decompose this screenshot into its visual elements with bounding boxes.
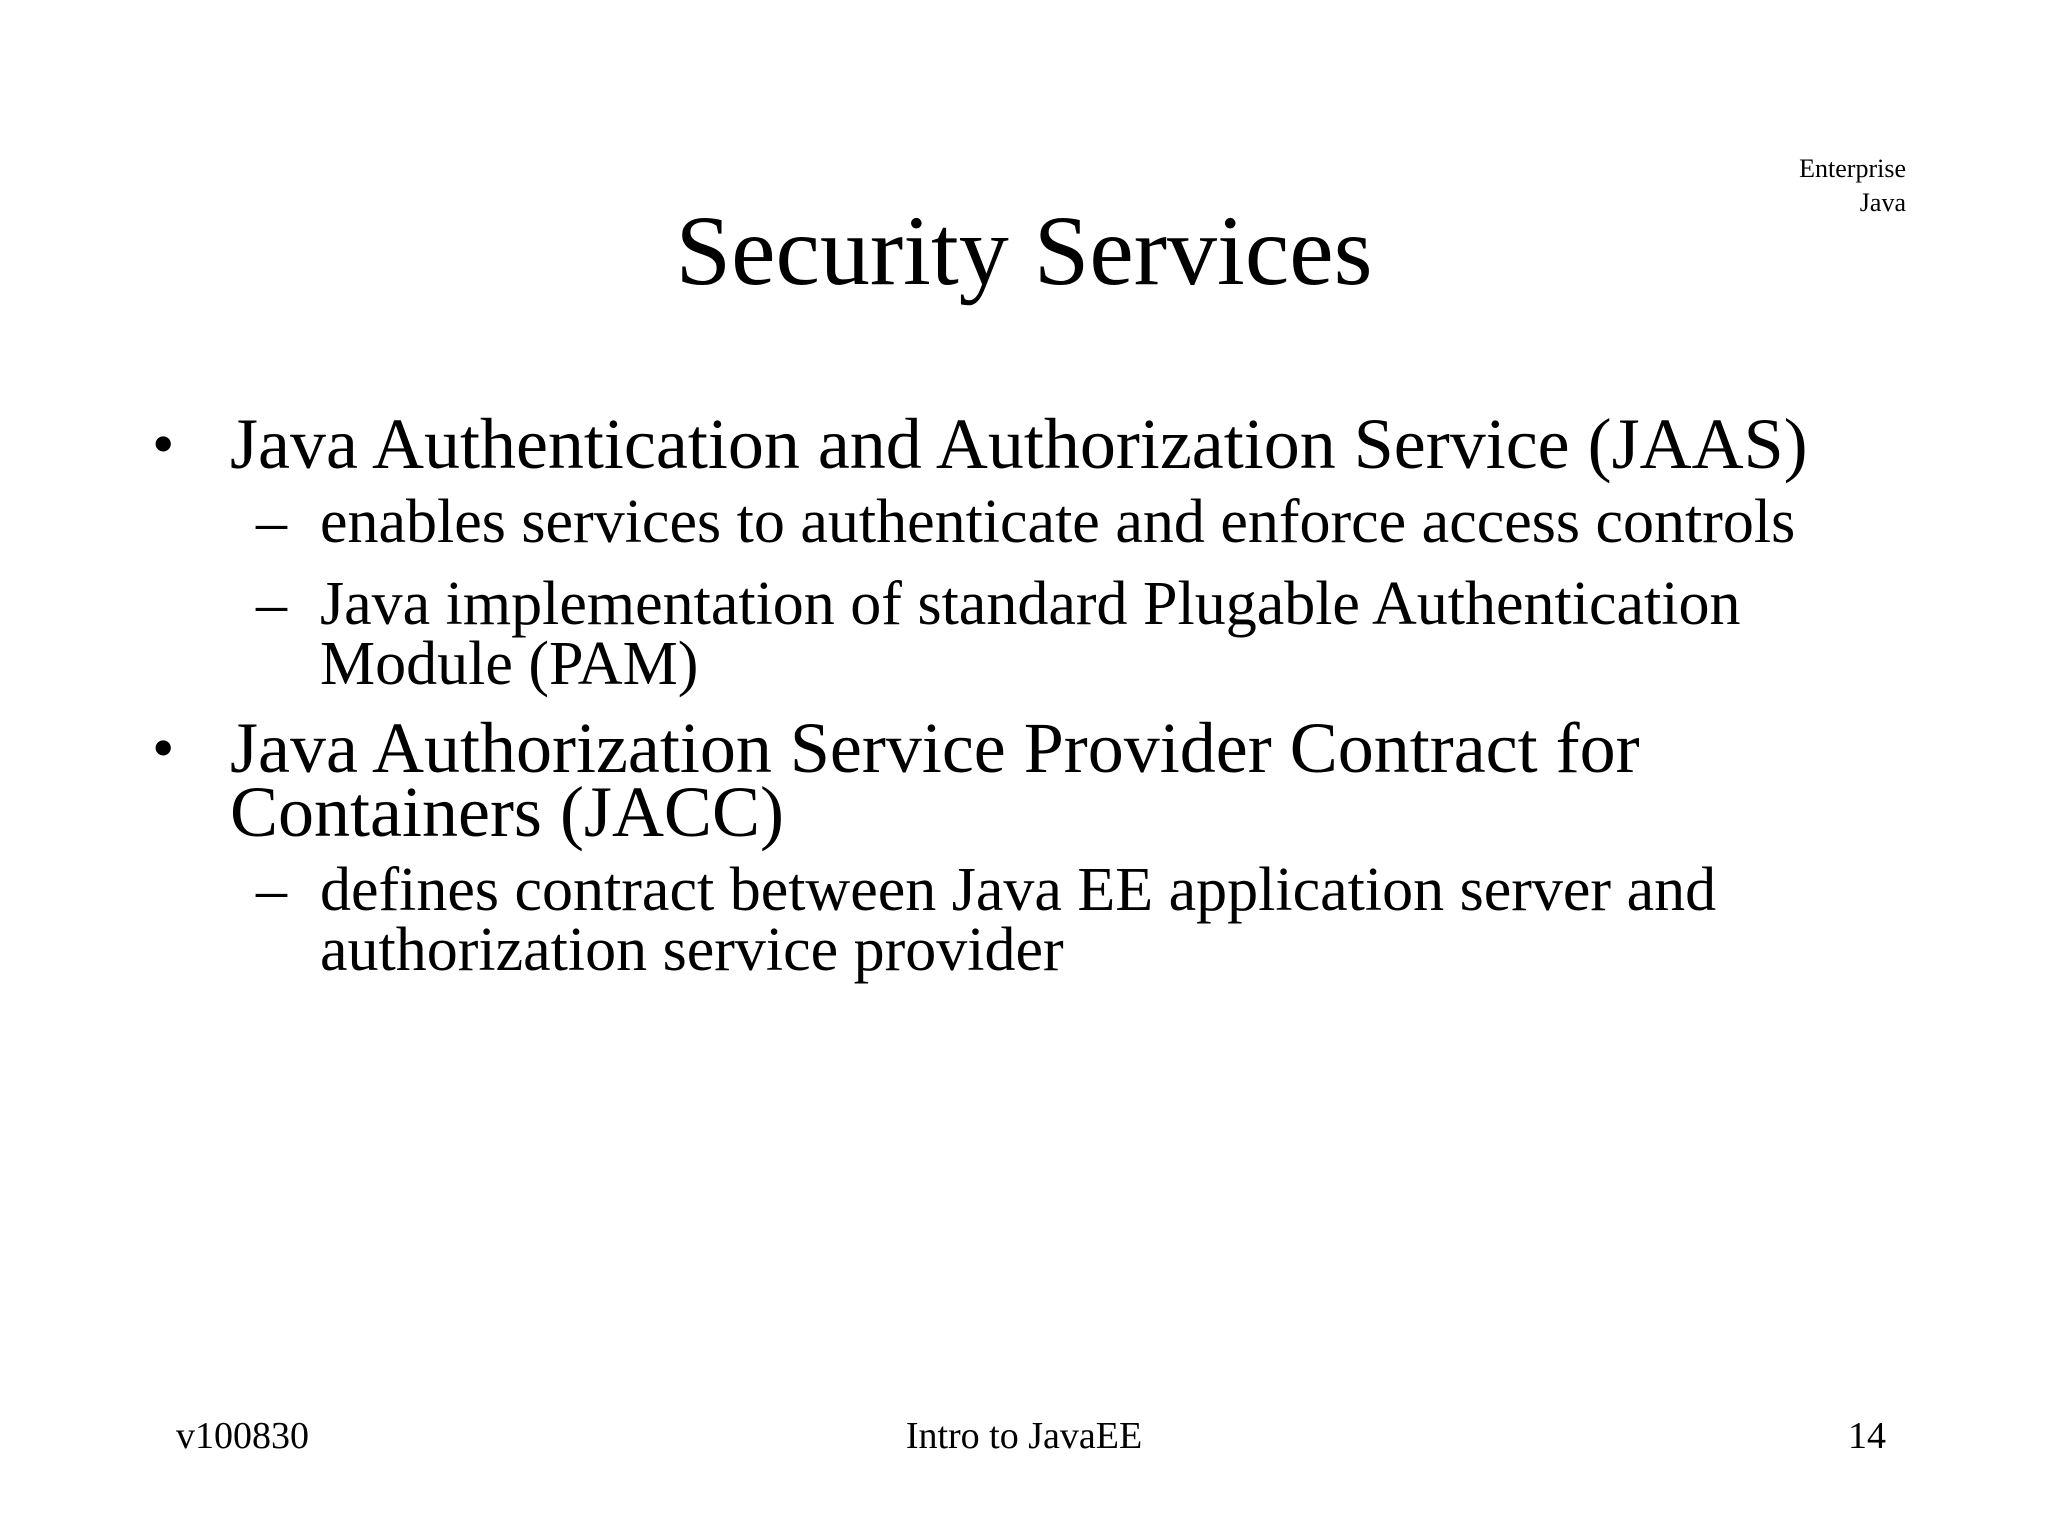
sub-item-text: Java implementation of standard Plugable Authentication Module (PAM) <box>320 570 1741 698</box>
sub-list-jaas <box>148 488 1938 698</box>
slide-content <box>148 404 1938 1002</box>
bullet-text: Java Authorization Service Provider Contract for Containers (JACC) <box>230 708 1640 852</box>
sub-item-text: enables services to authenticate and enforce access controls <box>320 488 1796 556</box>
sub-item <box>148 488 1938 556</box>
sub-item-text: defines contract between Java EE application server and authorization service provider <box>320 856 1717 984</box>
sub-list-jacc <box>148 856 1938 984</box>
bullet-item-jaas <box>148 404 1938 484</box>
dash-icon: – <box>256 488 287 556</box>
corner-label-line1: Enterprise <box>1799 154 1906 183</box>
bullet-icon: • <box>152 408 175 479</box>
corner-label-line2: Java <box>1859 188 1906 217</box>
footer-course-title: Intro to JavaEE <box>905 1415 1143 1457</box>
footer-version: v100830 <box>176 1415 309 1457</box>
bullet-icon: • <box>152 712 175 783</box>
footer-page-number: 14 <box>1848 1415 1886 1457</box>
slide-title: Security Services <box>675 195 1373 306</box>
dash-icon: – <box>256 856 287 924</box>
sub-item <box>148 856 1938 984</box>
dash-icon: – <box>256 570 287 638</box>
sub-item <box>148 570 1938 698</box>
bullet-text: Java Authentication and Authorization Service (JAAS) <box>230 404 1808 484</box>
bullet-item-jacc <box>148 708 1938 852</box>
